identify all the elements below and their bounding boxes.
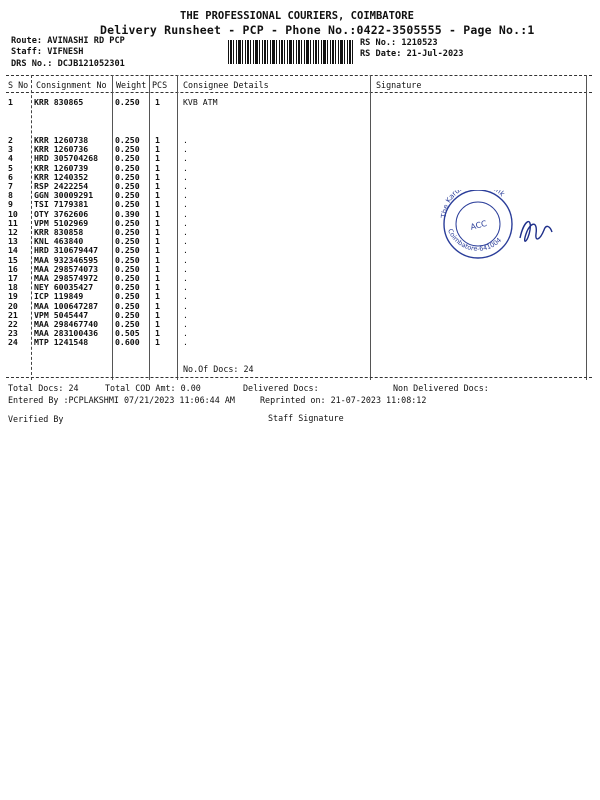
cell-pcs: 1 — [155, 227, 160, 237]
cell-weight: 0.250 — [115, 171, 140, 182]
cell-pcs: 1 — [155, 97, 160, 107]
cell-pcs: 1 — [155, 217, 160, 228]
col-divider-sno — [31, 75, 32, 380]
cell-pcs: 1 — [155, 236, 160, 247]
cell-weight: 0.250 — [115, 291, 140, 302]
cell-weight: 0.250 — [115, 199, 140, 210]
cell-consignment: MTP 1241548 — [34, 337, 89, 348]
cell-consignment: NEY 60035427 — [34, 282, 94, 293]
cell-details: . — [183, 300, 188, 311]
cell-details: . — [183, 162, 188, 173]
cell-consignment: ICP 119849 — [34, 291, 84, 302]
cell-sno: 21 — [8, 309, 18, 320]
cell-pcs: 1 — [155, 291, 160, 302]
cell-consignment: KRR 830865 — [34, 97, 84, 107]
cell-weight: 0.250 — [115, 236, 140, 247]
cell-weight: 0.600 — [115, 337, 140, 348]
cell-details: . — [183, 282, 188, 293]
cell-weight: 0.250 — [115, 309, 140, 320]
route-field: Route: AVINASHI RD PCP — [11, 36, 125, 46]
cell-sno: 22 — [8, 319, 18, 329]
cell-consignment: TSI 7179381 — [34, 199, 89, 210]
cell-sno: 5 — [8, 162, 13, 173]
cell-pcs: 1 — [155, 309, 160, 320]
staff-signature: Staff Signature — [268, 413, 344, 423]
cell-details: . — [183, 181, 188, 191]
cell-pcs: 1 — [155, 328, 160, 339]
cell-weight: 0.505 — [115, 328, 140, 339]
col-header-pcs: PCS — [152, 80, 168, 90]
cell-sno: 16 — [8, 263, 18, 274]
cell-weight: 0.390 — [115, 208, 140, 219]
cell-sno: 3 — [8, 144, 13, 155]
cell-consignment: VPM 5102969 — [34, 217, 89, 228]
cell-consignment: MAA 932346595 — [34, 254, 99, 265]
cell-weight: 0.250 — [115, 319, 140, 329]
cell-sno: 11 — [8, 217, 18, 228]
col-header-weight: Weight — [116, 80, 147, 90]
cell-details: . — [183, 319, 188, 329]
cell-consignment: KRR 1260736 — [34, 144, 89, 155]
cell-weight: 0.250 — [115, 217, 140, 228]
cell-details: . — [183, 254, 188, 265]
col-divider-pcs — [177, 75, 178, 380]
rs-number: RS No.: 1210523 — [360, 38, 438, 48]
cell-details: . — [183, 245, 188, 256]
non-delivered-docs: Non Delivered Docs: — [393, 383, 489, 393]
cell-details: . — [183, 227, 188, 237]
cell-consignment: MAA 100647287 — [34, 300, 99, 311]
cell-sno: 9 — [8, 199, 13, 210]
col-header-consignment: Consignment No — [36, 80, 107, 90]
cell-pcs: 1 — [155, 245, 160, 256]
cell-details: . — [183, 144, 188, 155]
cell-sno: 8 — [8, 190, 13, 201]
delivered-docs: Delivered Docs: — [243, 383, 319, 393]
total-docs: Total Docs: 24 — [8, 383, 79, 393]
cell-sno: 15 — [8, 254, 18, 265]
cell-consignment: MAA 283100436 — [34, 328, 99, 339]
stamp-bottom-text: Coimbatore-641004 — [446, 227, 503, 253]
runsheet-title: Delivery Runsheet - PCP - Phone No.:0422-3505555 - Page No.:1 — [100, 23, 535, 37]
cell-pcs: 1 — [155, 282, 160, 293]
cell-weight: 0.250 — [115, 162, 140, 173]
cell-sno: 7 — [8, 181, 13, 191]
entered-by: Entered By :PCPLAKSHMI 07/21/2023 11:06:44 AM — [8, 395, 235, 405]
cell-weight: 0.250 — [115, 300, 140, 311]
cell-details: . — [183, 190, 188, 201]
stamp-top-text: The Karu nk — [440, 190, 507, 219]
cell-sno: 2 — [8, 135, 13, 145]
rs-date: RS Date: 21-Jul-2023 — [360, 49, 464, 59]
cell-weight: 0.250 — [115, 144, 140, 155]
staff-field: Staff: VIFNESH — [11, 47, 84, 57]
cell-sno: 6 — [8, 171, 13, 182]
cell-details: . — [183, 273, 188, 283]
table-top-rule — [6, 75, 592, 76]
verified-by: Verified By — [8, 414, 64, 424]
cell-consignment: GGN 30009291 — [34, 190, 94, 201]
cell-sno: 20 — [8, 300, 18, 311]
cell-sno: 4 — [8, 153, 13, 164]
cell-details: . — [183, 291, 188, 302]
cell-pcs: 1 — [155, 190, 160, 201]
cell-consignment: HRD 305704268 — [34, 153, 99, 164]
cell-consignment: RSP 2422254 — [34, 181, 89, 191]
cell-details: . — [183, 135, 188, 145]
cell-weight: 0.250 — [115, 181, 140, 191]
cell-details: . — [183, 328, 188, 339]
cell-consignment: MAA 298574073 — [34, 263, 99, 274]
cell-pcs: 1 — [155, 254, 160, 265]
cell-details: . — [183, 153, 188, 164]
cell-consignment: KRR 1260738 — [34, 135, 89, 145]
cell-consignment: MAA 298467740 — [34, 319, 99, 329]
handwritten-signature — [520, 222, 552, 242]
cell-details: . — [183, 309, 188, 320]
cell-weight: 0.250 — [115, 227, 140, 237]
cell-weight: 0.250 — [115, 97, 140, 107]
cell-consignment: VPM 5045447 — [34, 309, 89, 320]
col-divider-details — [370, 75, 371, 380]
cell-pcs: 1 — [155, 319, 160, 329]
cell-weight: 0.250 — [115, 273, 140, 283]
cell-consignment: KRR 1260739 — [34, 162, 89, 173]
cell-sno: 24 — [8, 337, 18, 348]
cell-consignment: MAA 298574972 — [34, 273, 99, 283]
cell-sno: 1 — [8, 97, 13, 107]
cell-pcs: 1 — [155, 263, 160, 274]
cell-sno: 19 — [8, 291, 18, 302]
table-bottom-rule — [6, 377, 592, 378]
cell-weight: 0.250 — [115, 153, 140, 164]
bank-stamp — [440, 190, 560, 281]
drs-number: DRS No.: DCJB121052301 — [11, 59, 125, 69]
col-header-signature: Signature — [376, 80, 422, 90]
cell-sno: 12 — [8, 227, 18, 237]
col-divider-weight — [149, 75, 150, 380]
cell-weight: 0.250 — [115, 282, 140, 293]
cell-sno: 13 — [8, 236, 18, 247]
cell-details: . — [183, 236, 188, 247]
cell-details: KVB ATM — [183, 97, 218, 107]
col-divider-right — [586, 75, 587, 380]
cell-consignment: KNL 463840 — [34, 236, 84, 247]
barcode — [228, 40, 354, 64]
cell-pcs: 1 — [155, 199, 160, 210]
cell-pcs: 1 — [155, 208, 160, 219]
cell-pcs: 1 — [155, 144, 160, 155]
table-header-rule — [6, 92, 592, 93]
cell-details: . — [183, 337, 188, 348]
cell-pcs: 1 — [155, 162, 160, 173]
cell-pcs: 1 — [155, 153, 160, 164]
cell-sno: 10 — [8, 208, 18, 219]
cell-details: . — [183, 199, 188, 210]
svg-text:The Karur Vysya Bank — [440, 190, 507, 219]
cell-details: . — [183, 217, 188, 228]
cell-details: . — [183, 263, 188, 274]
cell-pcs: 1 — [155, 300, 160, 311]
cell-consignment: OTY 3762606 — [34, 208, 89, 219]
reprinted-on: Reprinted on: 21-07-2023 11:08:12 — [260, 395, 427, 405]
cell-pcs: 1 — [155, 135, 160, 145]
cell-consignment: HRD 310679447 — [34, 245, 99, 256]
cell-details: . — [183, 171, 188, 182]
no-of-docs: No.Of Docs: 24 — [183, 364, 254, 374]
cell-details: . — [183, 208, 188, 219]
cell-weight: 0.250 — [115, 254, 140, 265]
cell-sno: 14 — [8, 245, 18, 256]
cell-weight: 0.250 — [115, 263, 140, 274]
cell-sno: 18 — [8, 282, 18, 293]
cell-pcs: 1 — [155, 181, 160, 191]
cell-weight: 0.250 — [115, 135, 140, 145]
cell-sno: 17 — [8, 273, 18, 283]
cell-consignment: KRR 1240352 — [34, 171, 89, 182]
cell-weight: 0.250 — [115, 245, 140, 256]
cell-weight: 0.250 — [115, 190, 140, 201]
col-divider-consignment — [112, 75, 113, 380]
company-name: THE PROFESSIONAL COURIERS, COIMBATORE — [180, 10, 414, 22]
col-header-sno: S No — [8, 80, 29, 90]
col-header-details: Consignee Details — [183, 80, 269, 90]
stamp-center-text: ACC — [469, 218, 488, 232]
cell-pcs: 1 — [155, 273, 160, 283]
total-cod-amount: Total COD Amt: 0.00 — [105, 383, 201, 393]
cell-consignment: KRR 830858 — [34, 227, 84, 237]
cell-pcs: 1 — [155, 171, 160, 182]
cell-sno: 23 — [8, 328, 18, 339]
cell-pcs: 1 — [155, 337, 160, 348]
